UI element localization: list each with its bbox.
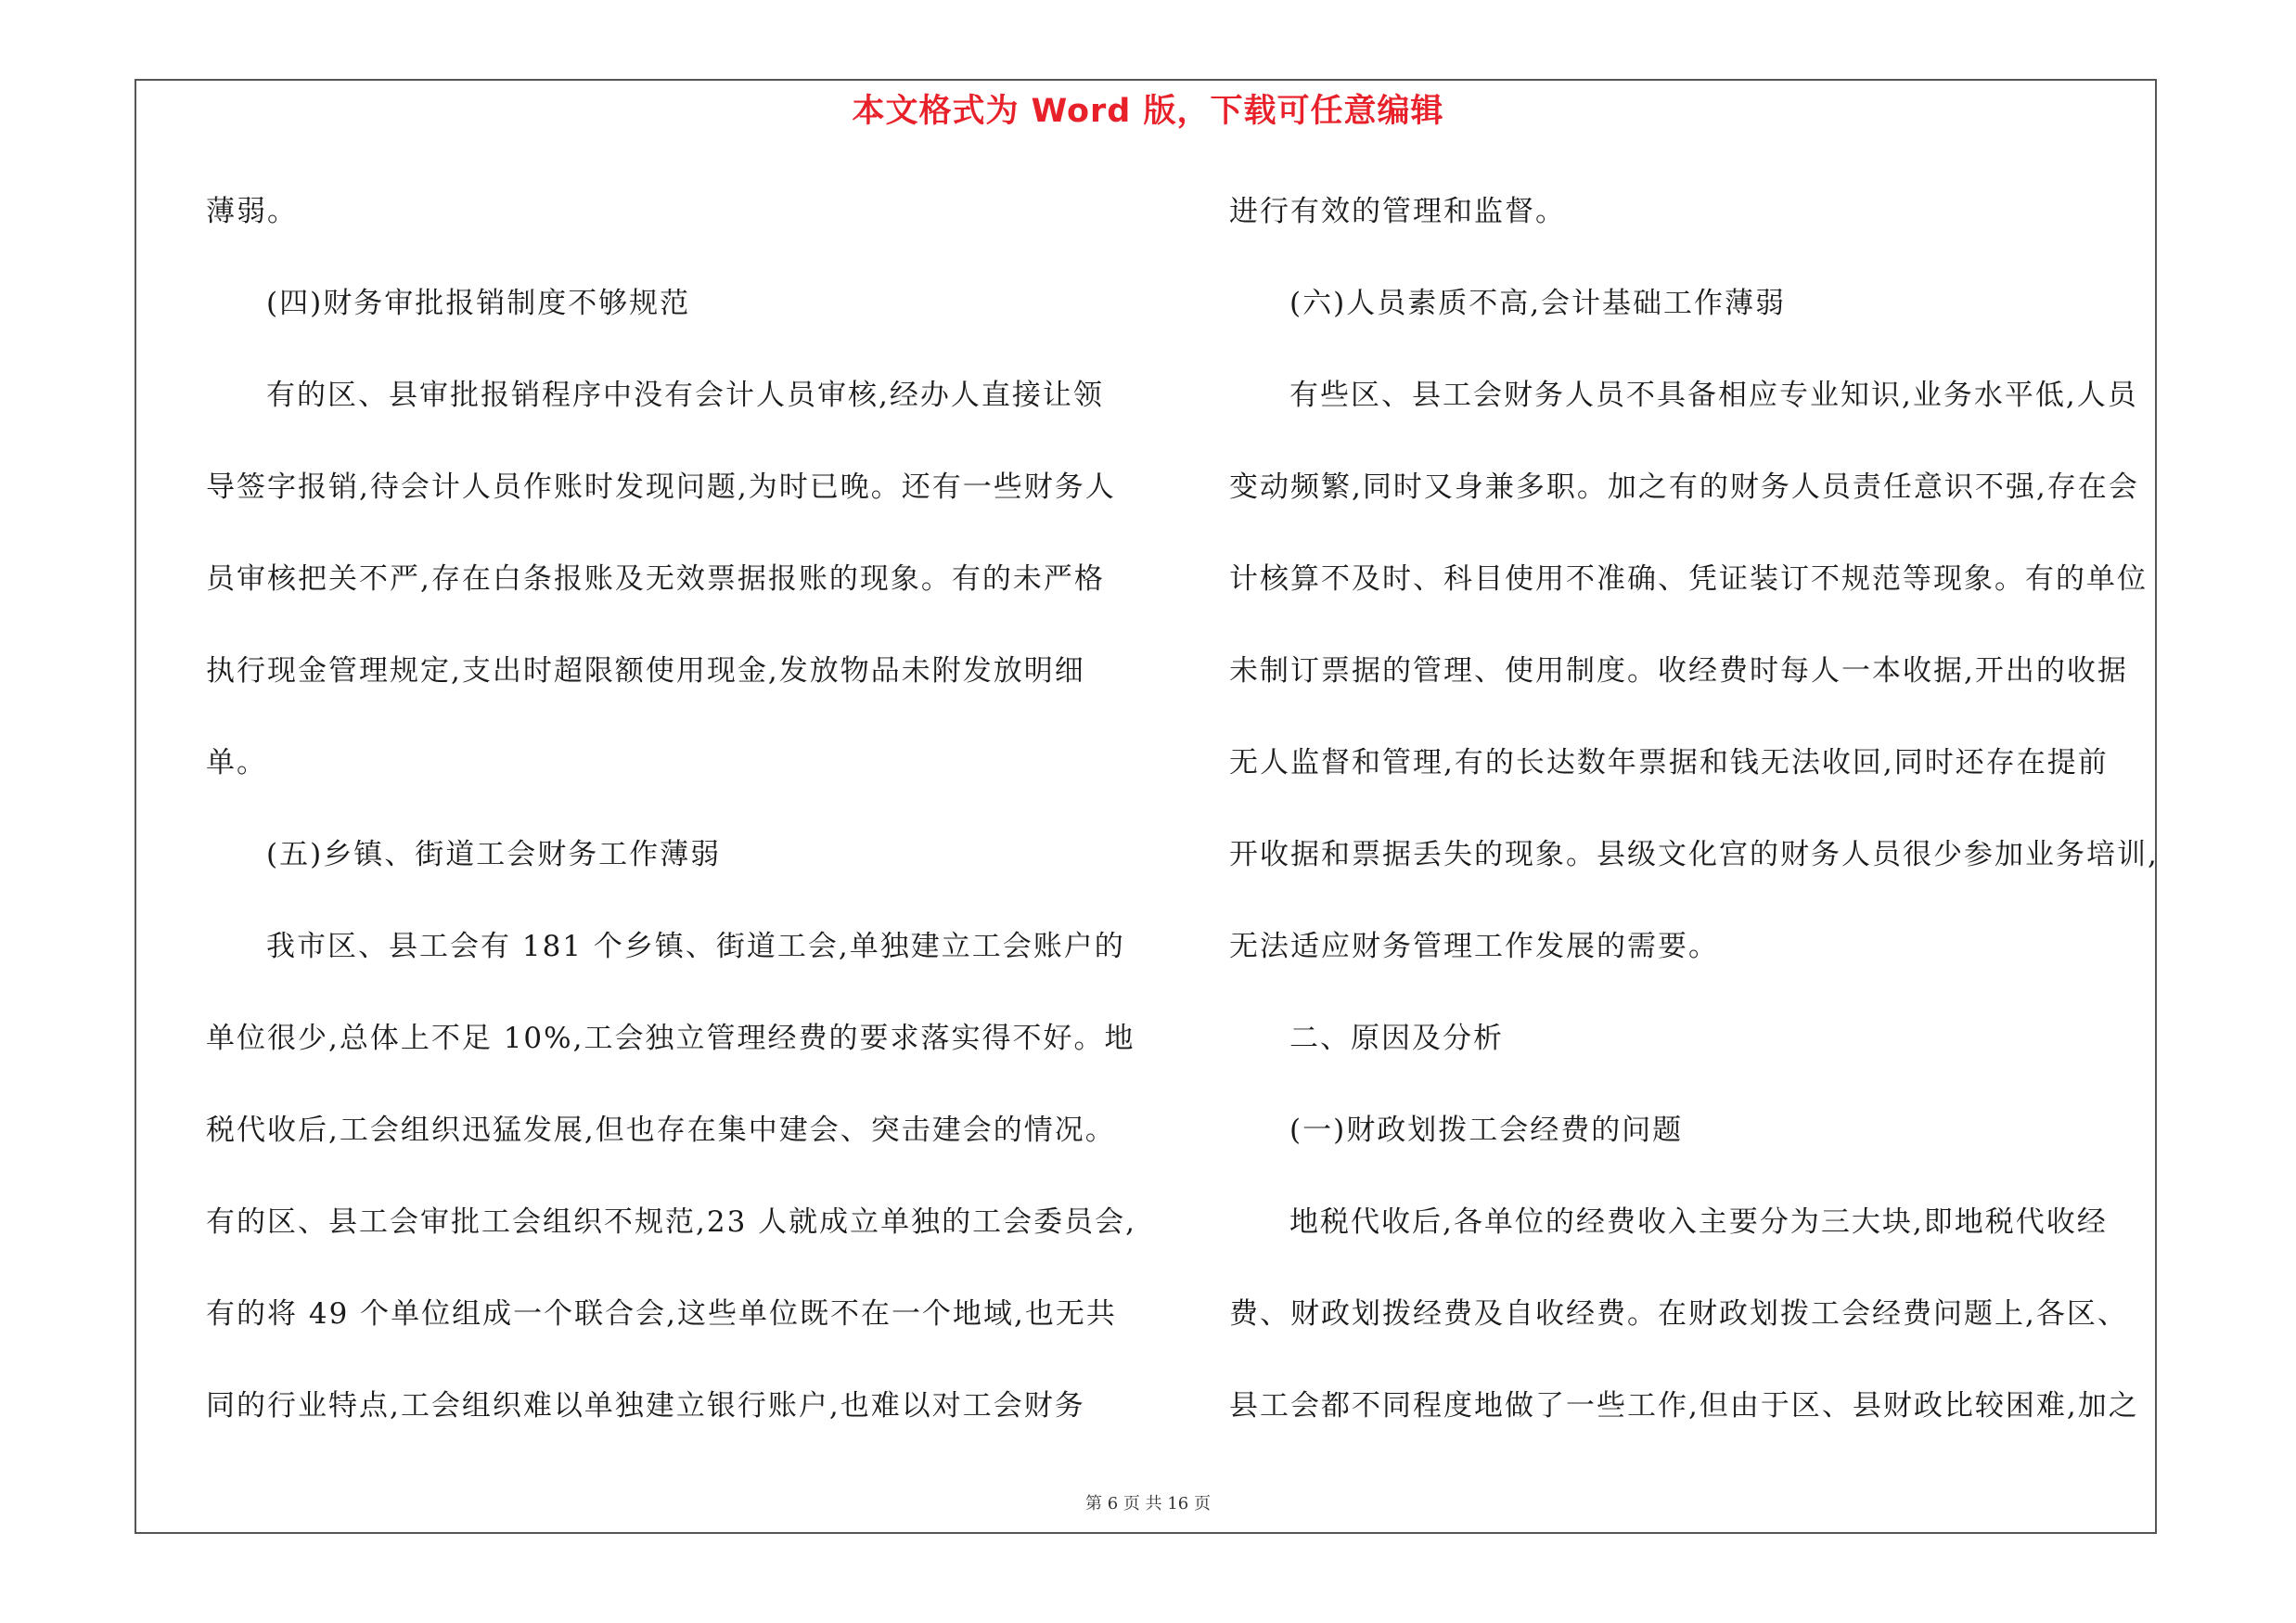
paragraph-line: 同的行业特点,工会组织难以单独建立银行账户,也难以对工会财务 [206,1389,1085,1423]
left-text-column [206,184,1137,1470]
paragraph-line: 导签字报销,待会计人员作账时发现问题,为时已晚。还有一些财务人 [206,470,1116,504]
paragraph-line: 未制订票据的管理、使用制度。收经费时每人一本收据,开出的收据 [1229,654,2128,688]
section-heading: 二、原因及分析 [1289,1022,1504,1055]
section-heading: (一)财政划拨工会经费的问题 [1289,1114,1684,1147]
paragraph-line: 薄弱。 [206,195,298,228]
paragraph-line: 变动频繁,同时又身兼多职。加之有的财务人员责任意识不强,存在会 [1229,470,2139,504]
paragraph-line: 无法适应财务管理工作发展的需要。 [1229,930,1719,963]
paragraph-line: 单位很少,总体上不足 10%,工会独立管理经费的要求落实得不好。地 [206,1022,1135,1055]
paragraph-line: 地税代收后,各单位的经费收入主要分为三大块,即地税代收经 [1289,1205,2108,1239]
paragraph-line: 我市区、县工会有 181 个乡镇、街道工会,单独建立工会账户的 [266,930,1125,963]
paragraph-line: 有些区、县工会财务人员不具备相应专业知识,业务水平低,人员 [1289,379,2138,412]
page-number-footer: 第 6 页 共 16 页 [1085,1494,1211,1514]
right-text-column [1229,184,2157,1470]
paragraph-line: 无人监督和管理,有的长达数年票据和钱无法收回,同时还存在提前 [1229,746,2109,779]
paragraph-line: 执行现金管理规定,支出时超限额使用现金,发放物品未附发放明细 [206,654,1085,688]
section-heading: (五)乡镇、街道工会财务工作薄弱 [266,838,722,871]
section-heading: (四)财务审批报销制度不够规范 [266,287,691,320]
paragraph-line: 计核算不及时、科目使用不准确、凭证装订不规范等现象。有的单位 [1229,562,2148,596]
paragraph-line: 县工会都不同程度地做了一些工作,但由于区、县财政比较困难,加之 [1229,1389,2139,1423]
paragraph-line: 费、财政划拨经费及自收经费。在财政划拨工会经费问题上,各区、 [1229,1297,2128,1331]
paragraph-line: 单。 [206,746,267,779]
paragraph-line: 开收据和票据丢失的现象。县级文化宫的财务人员很少参加业务培训, [1229,838,2159,871]
paragraph-line: 税代收后,工会组织迅猛发展,但也存在集中建会、突击建会的情况。 [206,1114,1116,1147]
paragraph-line: 有的区、县工会审批工会组织不规范,23 人就成立单独的工会委员会, [206,1205,1137,1239]
paragraph-line: 有的区、县审批报销程序中没有会计人员审核,经办人直接让领 [266,379,1104,412]
format-notice-header: 本文格式为 Word 版，下载可任意编辑 [852,93,1444,130]
section-heading: (六)人员素质不高,会计基础工作薄弱 [1289,287,1787,320]
paragraph-line: 进行有效的管理和监督。 [1229,195,1566,228]
paragraph-line: 有的将 49 个单位组成一个联合会,这些单位既不在一个地域,也无共 [206,1297,1117,1331]
paragraph-line: 员审核把关不严,存在白条报账及无效票据报账的现象。有的未严格 [206,562,1105,596]
